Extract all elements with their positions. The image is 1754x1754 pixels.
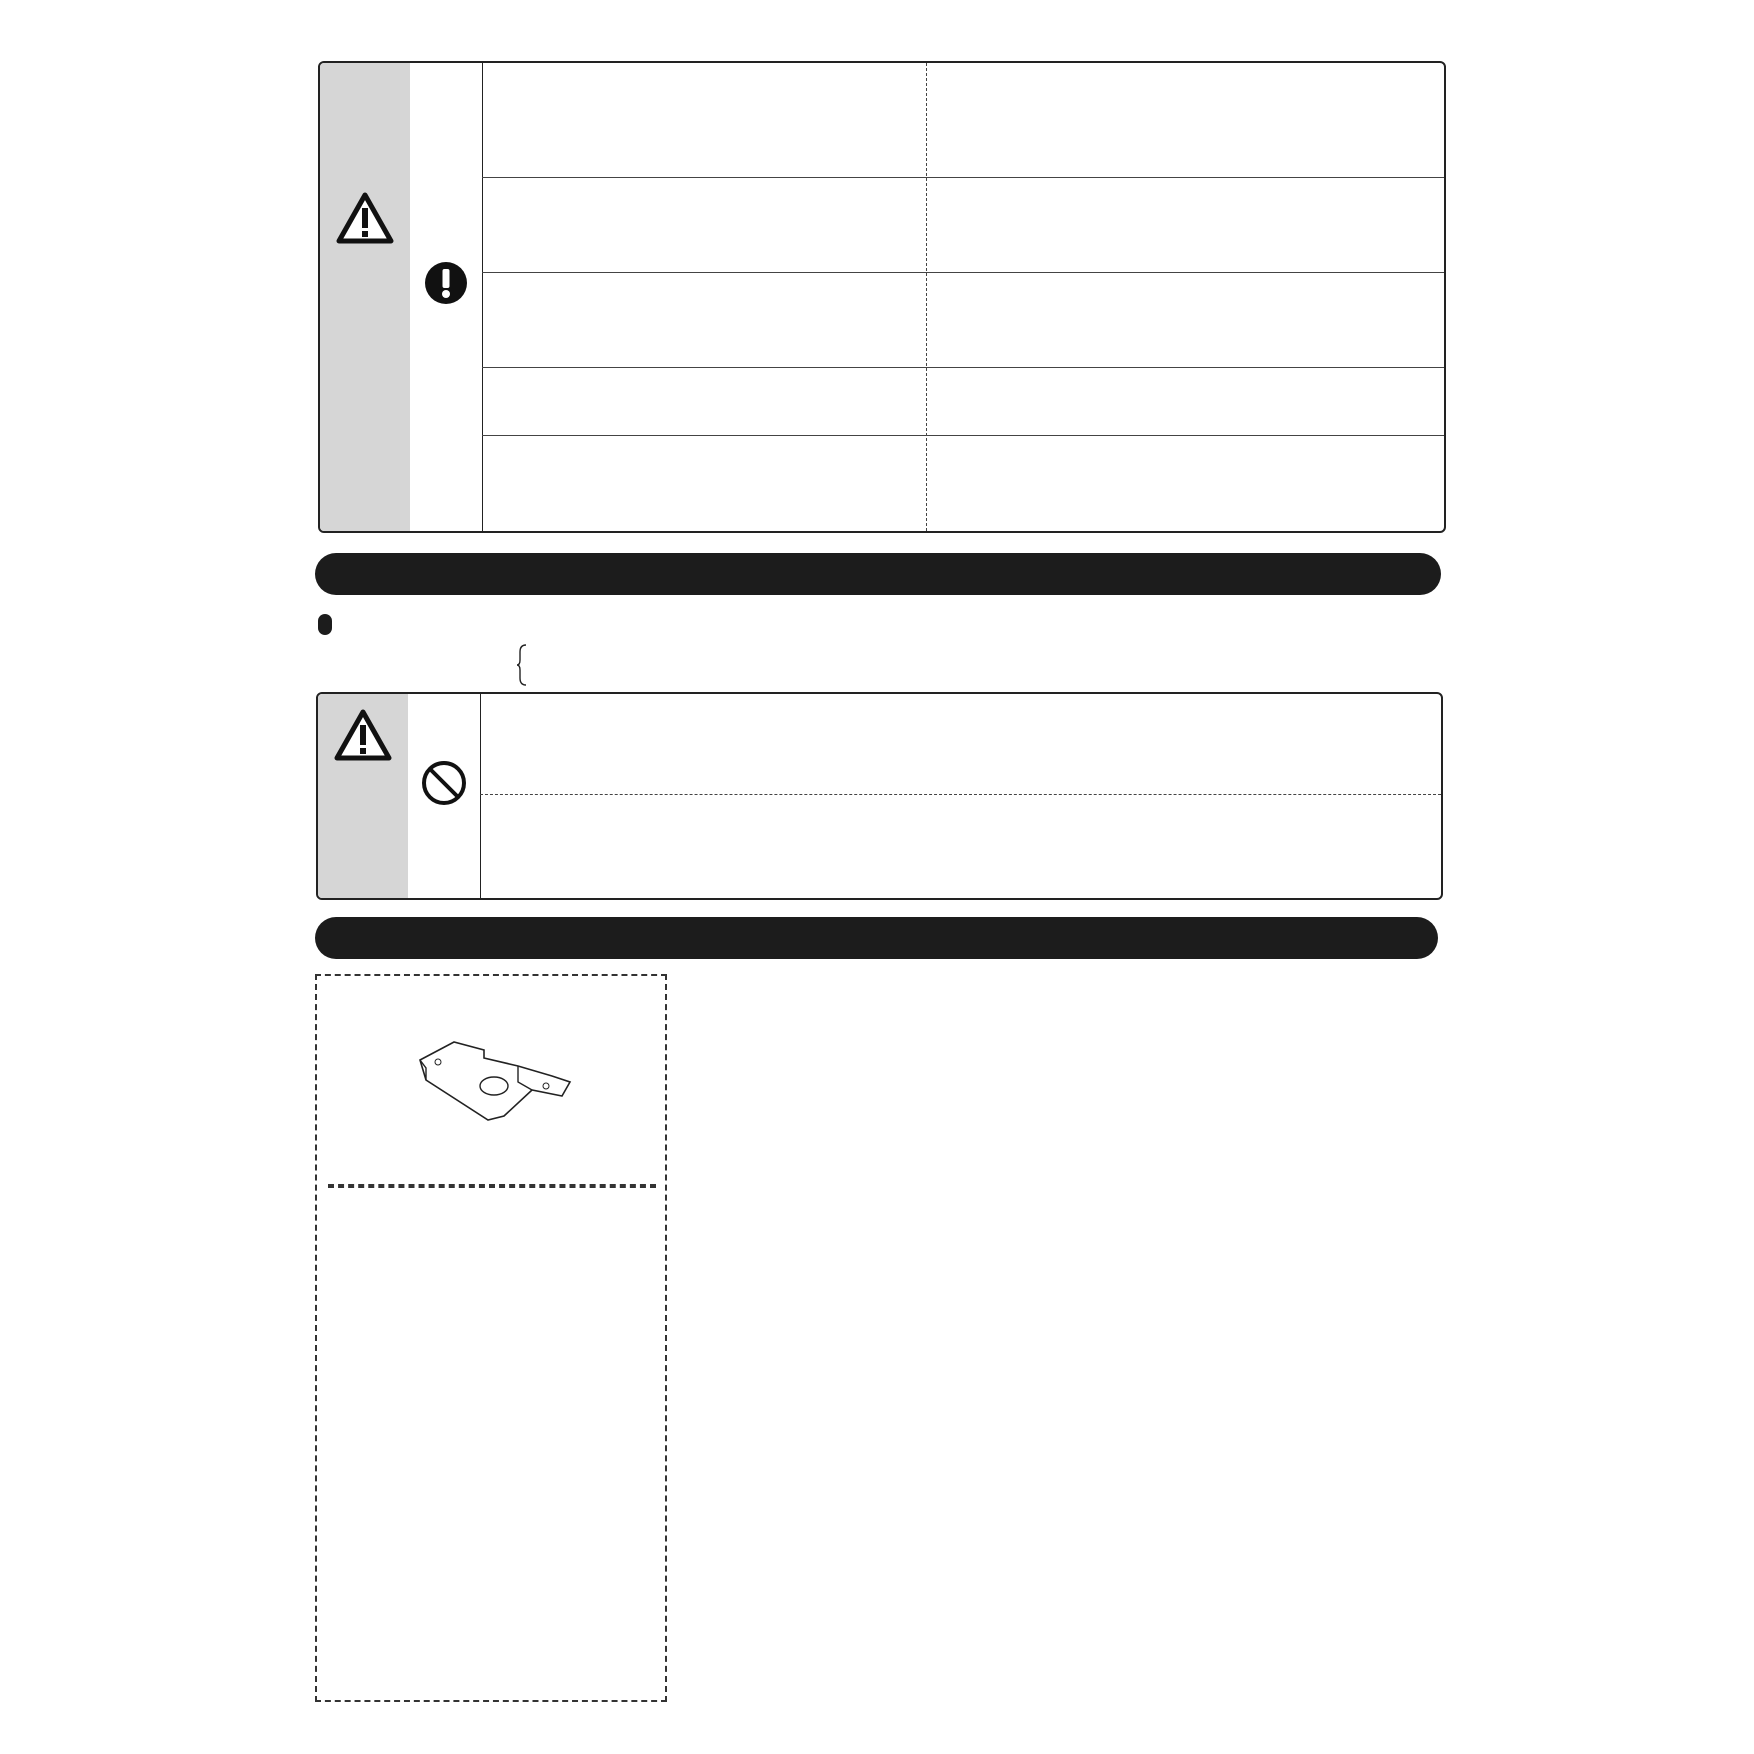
caution-item [926,435,1444,441]
warning-triangle-icon [335,191,395,245]
caution-stripe [318,694,408,898]
caution-item [926,177,1444,183]
icon-column [408,694,481,898]
mandatory-icon [424,261,468,305]
section-bar-conditions [315,553,1441,595]
water-pressure-pill [318,614,332,635]
section-bar-parts [315,917,1438,959]
caution-item [482,177,926,183]
bracket-drawing [414,1036,574,1126]
brace [516,644,528,686]
caution-stripe [320,63,410,531]
caution-item [926,63,1444,69]
caution-item [482,435,926,441]
caution-box-2 [316,692,1443,900]
warning-triangle-icon [333,708,393,762]
caution-item [478,812,1441,818]
prohibited-icon [421,760,467,806]
small-parts-box [328,1184,656,1188]
caution-item [482,272,926,278]
caution-item [482,367,926,373]
icon-column [410,63,483,531]
caution-box-1 [318,61,1446,533]
caution-item [480,714,1441,720]
caution-item [926,272,1444,278]
caution-item [926,367,1444,373]
caution-item [482,63,926,69]
